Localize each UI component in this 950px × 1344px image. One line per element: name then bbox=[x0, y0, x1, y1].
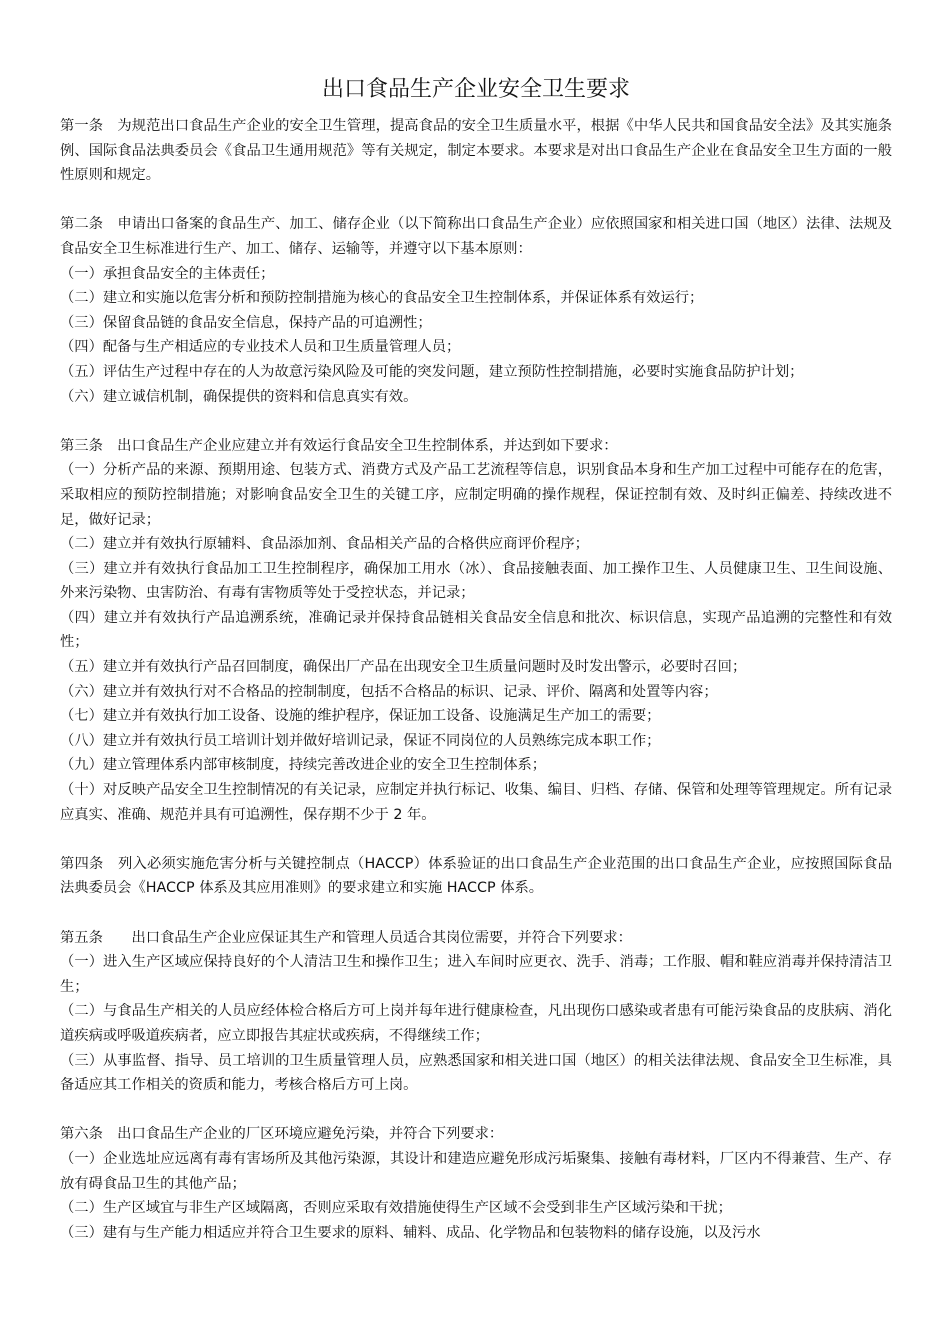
article-2-item-2: （二）建立和实施以危害分析和预防控制措施为核心的食品安全卫生控制体系，并保证体系有效运行； bbox=[60, 290, 704, 307]
article-2-item-1: （一）承担食品安全的主体责任； bbox=[60, 265, 275, 282]
article-5-item-3: （三）从事监督、指导、员工培训的卫生质量管理人员，应熟悉国家和相关进口国（地区）的相关法律法规、食品安全卫生标准，具备适应其工作相关的资质和能力，考核合格后方可上岗。 bbox=[60, 1052, 892, 1094]
article-3-item-5: （五）建立并有效执行产品召回制度，确保出厂产品在出现安全卫生质量问题时及时发出警示，必要时召回； bbox=[60, 659, 747, 676]
article-3-item-9: （九）建立管理体系内部审核制度，持续完善改进企业的安全卫生控制体系； bbox=[60, 757, 547, 774]
article-3-item-2: （二）建立并有效执行原辅料、食品添加剂、食品相关产品的合格供应商评价程序； bbox=[60, 536, 589, 553]
article-2 bbox=[60, 212, 892, 409]
article-3-item-8: （八）建立并有效执行员工培训计划并做好培训记录，保证不同岗位的人员熟练完成本职工作； bbox=[60, 732, 661, 749]
article-3-item-6: （六）建立并有效执行对不合格品的控制制度，包括不合格品的标识、记录、评价、隔离和处置等内容； bbox=[60, 683, 718, 700]
article-3-item-4: （四）建立并有效执行产品追溯系统，准确记录并保持食品链相关食品安全信息和批次、标识信息，实现产品追溯的完整性和有效性； bbox=[60, 609, 892, 651]
article-3-item-7: （七）建立并有效执行加工设备、设施的维护程序，保证加工设备、设施满足生产加工的需要； bbox=[60, 708, 661, 725]
article-1 bbox=[60, 114, 892, 188]
article-3-item-3: （三）建立并有效执行食品加工卫生控制程序，确保加工用水（冰）、食品接触表面、加工操作卫生、人员健康卫生、卫生间设施、外来污染物、虫害防治、有毒有害物质等处于受控状态，并记录； bbox=[60, 560, 892, 602]
article-5-text: 第五条 出口食品生产企业应保证其生产和管理人员适合其岗位需要，并符合下列要求： bbox=[60, 929, 632, 946]
article-3-item-10: （十）对反映产品安全卫生控制情况的有关记录，应制定并执行标记、收集、编目、归档、存储、保管和处理等管理规定。所有记录应真实、准确、规范并具有可追溯性，保存期不少于 2 年。 bbox=[60, 782, 892, 823]
article-5-item-1: （一）进入生产区域应保持良好的个人清洁卫生和操作卫生；进入车间时应更衣、洗手、消毒；工作服、帽和鞋应消毒并保持清洁卫生； bbox=[60, 954, 892, 995]
article-3 bbox=[60, 434, 892, 828]
article-6 bbox=[60, 1122, 892, 1245]
article-4-text: 第四条 列入必须实施危害分析与关键控制点（HACCP）体系验证的出口食品生产企业范围的出口食品生产企业，应按照国际食品法典委员会《HACCP 体系及其应用准则》的要求建立和实施 HACCP 体系。 bbox=[60, 855, 892, 897]
article-3-text: 第三条 出口食品生产企业应建立并有效运行食品安全卫生控制体系，并达到如下要求： bbox=[60, 437, 618, 454]
article-2-item-6: （六）建立诚信机制，确保提供的资料和信息真实有效。 bbox=[60, 388, 418, 405]
document-page bbox=[60, 70, 892, 1270]
article-2-item-3: （三）保留食品链的食品安全信息，保持产品的可追溯性； bbox=[60, 314, 432, 331]
article-6-item-2: （二）生产区域宜与非生产区域隔离，否则应采取有效措施使得生产区域不会受到非生产区域污染和干扰； bbox=[60, 1200, 732, 1217]
article-1-text: 第一条 为规范出口食品生产企业的安全卫生管理，提高食品的安全卫生质量水平，根据《中华人民共和国食品安全法》及其实施条例、国际食品法典委员会《食品卫生通用规范》等有关规定，制定本要求。本要求是对出口食品生产企业在食品安全卫生方面的一般性原则和规定。 bbox=[60, 118, 892, 184]
article-4 bbox=[60, 852, 892, 901]
article-5 bbox=[60, 926, 892, 1098]
article-2-text: 第二条 申请出口备案的食品生产、加工、储存企业（以下简称出口食品生产企业）应依照国家和相关进口国（地区）法律、法规及食品安全卫生标准进行生产、加工、储存、运输等，并遵守以下基本原则： bbox=[60, 216, 892, 257]
article-2-item-4: （四）配备与生产相适应的专业技术人员和卫生质量管理人员； bbox=[60, 339, 461, 356]
document-title: 出口食品生产企业安全卫生要求 bbox=[321, 77, 630, 102]
article-6-text: 第六条 出口食品生产企业的厂区环境应避免污染，并符合下列要求： bbox=[60, 1126, 504, 1143]
article-3-item-1: （一）分析产品的来源、预期用途、包装方式、消费方式及产品工艺流程等信息，识别食品本身和生产加工过程中可能存在的危害，采取相应的预防控制措施；对影响食品安全卫生的关键工序，应制定明确的操作规程，保证控制有效、及时纠正偏差、持续改进不足，做好记录； bbox=[60, 462, 892, 528]
article-2-item-5: （五）评估生产过程中存在的人为故意污染风险及可能的突发问题，建立预防性控制措施，必要时实施食品防护计划； bbox=[60, 363, 804, 380]
article-5-item-2: （二）与食品生产相关的人员应经体检合格后方可上岗并每年进行健康检查，凡出现伤口感染或者患有可能污染食品的皮肤病、消化道疾病或呼吸道疾病者，应立即报告其症状或疾病，不得继续工作； bbox=[60, 1003, 892, 1044]
article-6-item-1: （一）企业选址应远离有毒有害场所及其他污染源，其设计和建造应避免形成污垢聚集、接触有毒材料，厂区内不得兼营、生产、存放有碍食品卫生的其他产品； bbox=[60, 1150, 892, 1192]
article-6-item-3: （三）建有与生产能力相适应并符合卫生要求的原料、辅料、成品、化学物品和包装物料的储存设施，以及污水 bbox=[60, 1224, 761, 1241]
